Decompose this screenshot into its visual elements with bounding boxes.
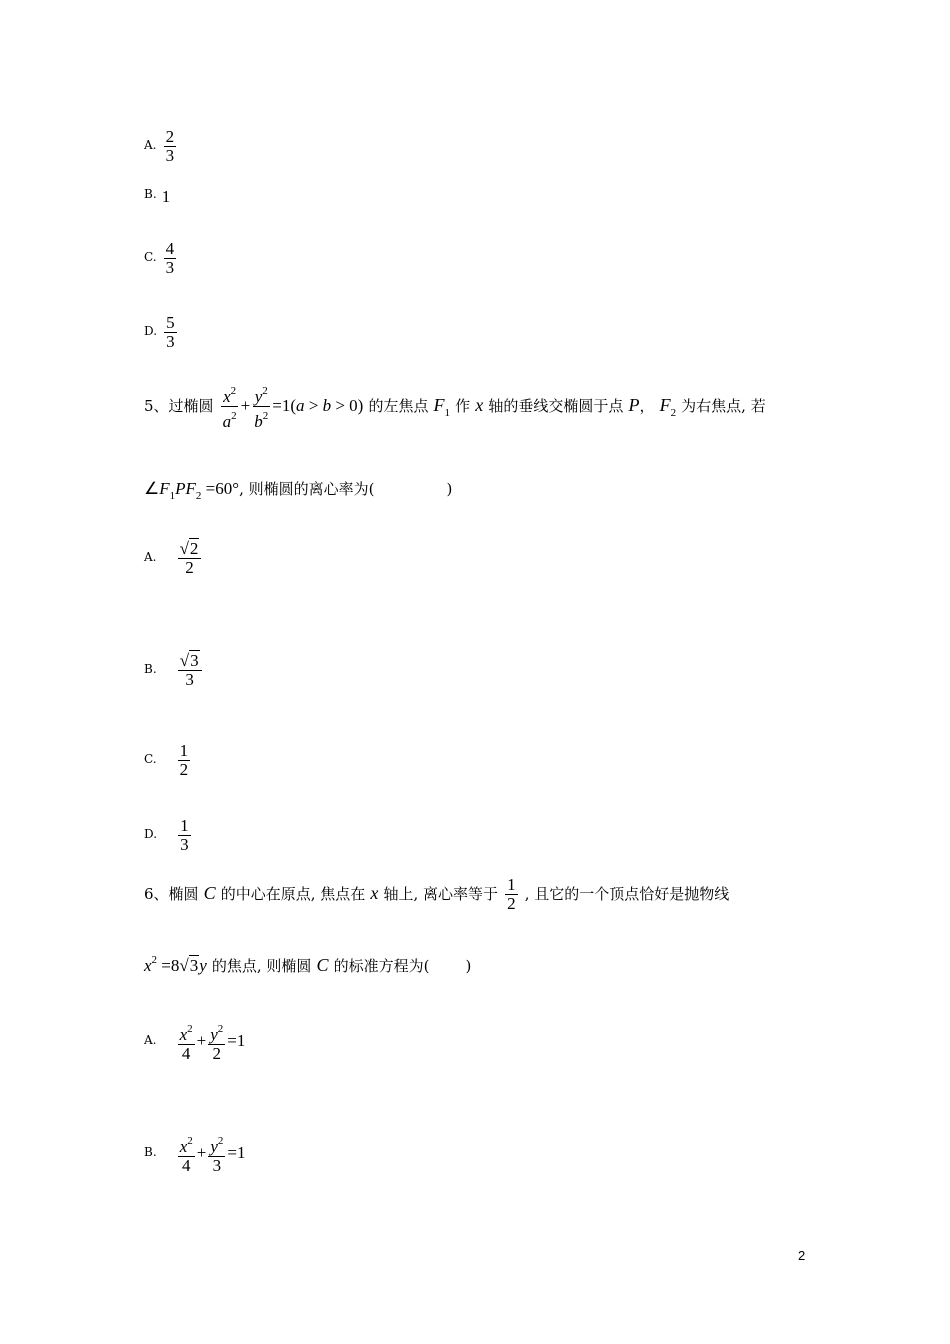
q5-option-b — [144, 652, 204, 689]
option-label: C. — [144, 752, 157, 766]
ellipse-c: C — [316, 955, 329, 975]
fraction: $\frac{4}{3}$ — [165, 239, 175, 277]
option-label: B. — [144, 662, 157, 676]
var-x: x — [370, 883, 379, 903]
parabola-equation: $x^2 =8√3y$ — [144, 954, 207, 975]
fraction: $\frac{1}{2}$ — [179, 741, 189, 779]
q6-option-a: A. $\frac{x^2}{4}$ + $\frac{y^2}{2}$ =1 — [144, 1020, 245, 1063]
q5-option-a — [144, 540, 203, 577]
q6-stem-line2: $x^2 =8√3y$ 的焦点, 则椭圆 C 的标准方程为( ) — [144, 954, 472, 975]
question-number: 6、 — [144, 885, 169, 903]
fraction: $\frac{1}{3}$ — [180, 816, 189, 854]
sqrt-fraction: $\frac{√2}{2}$ — [178, 540, 202, 577]
focus-f2: $F_2$ — [659, 395, 677, 419]
question-number: 5、 — [144, 397, 169, 415]
option-value: 1 — [161, 187, 171, 206]
point-p: P — [628, 395, 640, 415]
option-label: C. — [144, 250, 157, 264]
option-label: A. — [144, 138, 157, 152]
fraction: $\frac{5}{3}$ — [166, 313, 175, 351]
eccentricity-fraction: $\frac{1}{2}$ — [507, 875, 516, 913]
sqrt-fraction: $\frac{√3}{3}$ — [178, 652, 202, 689]
option-label: A. — [144, 550, 157, 564]
angle-condition: $\angle F_1PF_2 =60^\circ$ — [144, 479, 240, 502]
q4-option-c — [144, 240, 178, 277]
option-label: D. — [144, 827, 158, 841]
q5-stem-line1: 5、过椭圆 $\frac{x^2}{a^2}$ + $\frac{y^2}{b^2}$ =1(a > b > 0) 的左焦点 $F_1$ 作 x 轴的垂线交椭圆于点 P， $F_2$ 为右焦点, 若 — [144, 382, 766, 431]
ellipse-equation: $\frac{x^2}{a^2}$ + $\frac{y^2}{b^2}$ =1(a > b > 0) — [219, 382, 364, 431]
q6-option-b: B. $\frac{x^2}{4}$ + $\frac{y^2}{3}$ =1 — [144, 1132, 246, 1175]
q4-option-d — [144, 314, 179, 351]
var-x: x — [475, 395, 484, 415]
option-label: B. — [144, 1145, 157, 1159]
page-number: 2 — [798, 1248, 806, 1263]
fraction: $\frac{2}{3}$ — [165, 127, 175, 165]
ellipse-c: C — [203, 883, 216, 903]
q4-option-b — [144, 187, 170, 207]
q5-option-d — [144, 817, 193, 854]
q6-stem-line1: 6、椭圆 C 的中心在原点, 焦点在 x 轴上, 离心率等于 $\frac{1}{2}$ , 且它的一个顶点恰好是抛物线 — [144, 875, 730, 913]
q5-stem-line2: $\angle F_1PF_2 =60^\circ$, 则椭圆的离心率为( ) — [144, 479, 453, 502]
option-label: A. — [144, 1033, 157, 1047]
option-label: D. — [144, 324, 158, 338]
option-label: B. — [144, 187, 157, 201]
q4-option-a — [144, 128, 178, 165]
focus-f1: $F_1$ — [433, 395, 451, 419]
q5-option-c — [144, 742, 192, 779]
